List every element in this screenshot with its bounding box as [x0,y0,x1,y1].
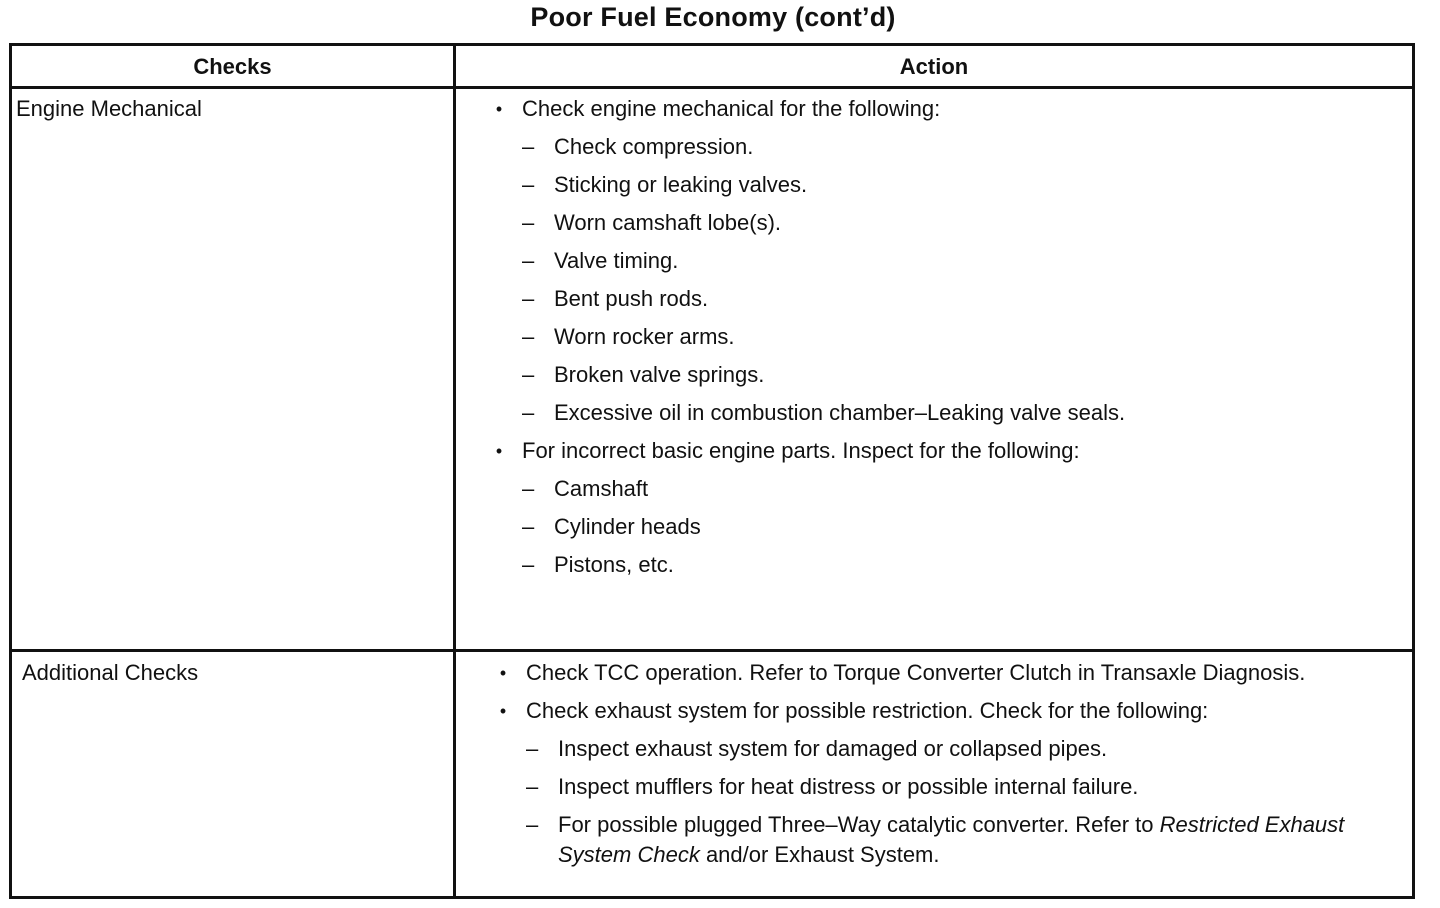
action-subitem [522,132,1392,170]
dash-icon: – [522,362,535,387]
column-divider [453,46,456,896]
subitem-text: Pistons, etc. [554,552,674,577]
action-subitem [522,550,1392,588]
dash-icon: – [522,286,535,311]
action-subitem [522,246,1392,284]
dash-icon: – [526,736,539,761]
action-subitem [522,284,1392,322]
subitem-text: Bent push rods. [554,286,709,311]
check-engine-mechanical: Engine Mechanical [16,96,202,121]
action-cell-engine-mechanical [492,94,1392,588]
column-header-checks: Checks [193,54,272,79]
subitem-text: Camshaft [554,476,649,501]
dash-icon: – [522,134,535,159]
action-subitem [526,772,1376,810]
action-subitem [522,398,1392,436]
subitem-text: Worn camshaft lobe(s). [554,210,782,235]
subitem-text-suffix: and/or Exhaust System. [699,842,940,867]
subitem-text [526,810,1376,870]
dash-icon: – [522,248,535,273]
dash-icon: – [522,324,535,349]
action-subitem [522,360,1392,398]
bullet-text: For incorrect basic engine parts. Inspect for the following: [522,438,1080,463]
subitem-text-prefix: For possible plugged Three–Way catalytic converter. Refer to [558,812,1160,837]
column-header-action: Action [899,54,969,79]
reference-link-text: Restricted Exhaust System Check [558,812,1345,867]
diagnostic-table [9,43,1415,899]
subitem-text: Broken valve springs. [554,362,765,387]
action-subitem [522,170,1392,208]
dash-icon: – [522,210,535,235]
row-divider [12,649,1412,652]
bullet-icon: • [495,99,503,119]
bullet-icon: • [499,663,507,683]
action-bullet [492,94,1392,132]
subitem-text: Check compression. [554,134,754,159]
action-subitem [522,322,1392,360]
bullet-text: Check engine mechanical for the following: [522,96,941,121]
subitem-text: Valve timing. [554,248,679,273]
action-subitem [526,734,1376,772]
dash-icon: – [522,514,535,539]
action-subitem [522,474,1392,512]
action-subitem [522,512,1392,550]
subitem-text: Worn rocker arms. [554,324,735,349]
action-bullet [496,696,1376,734]
header-divider [12,86,1412,89]
subitem-text: Cylinder heads [554,514,701,539]
subitem-text: Sticking or leaking valves. [554,172,808,197]
page-title: Poor Fuel Economy (cont’d) [530,2,896,32]
dash-icon: – [526,774,539,799]
subitem-text: Excessive oil in combustion chamber–Leaking valve seals. [554,400,1126,425]
action-bullet [492,436,1392,474]
bullet-icon: • [495,441,503,461]
subitem-text: Inspect exhaust system for damaged or collapsed pipes. [558,736,1108,761]
bullet-icon: • [499,701,507,721]
dash-icon: – [522,400,535,425]
action-subitem [522,208,1392,246]
bullet-text: Check TCC operation. Refer to Torque Converter Clutch in Transaxle Diagnosis. [526,660,1306,685]
dash-icon: – [522,172,535,197]
action-subitem [526,810,1376,878]
action-cell-additional-checks [496,658,1376,878]
dash-icon: – [522,552,535,577]
bullet-text: Check exhaust system for possible restriction. Check for the following: [526,698,1209,723]
action-bullet [496,658,1376,696]
dash-icon: – [522,476,535,501]
subitem-text: Inspect mufflers for heat distress or possible internal failure. [558,774,1139,799]
check-additional-checks: Additional Checks [22,660,199,685]
dash-icon: – [526,812,539,837]
